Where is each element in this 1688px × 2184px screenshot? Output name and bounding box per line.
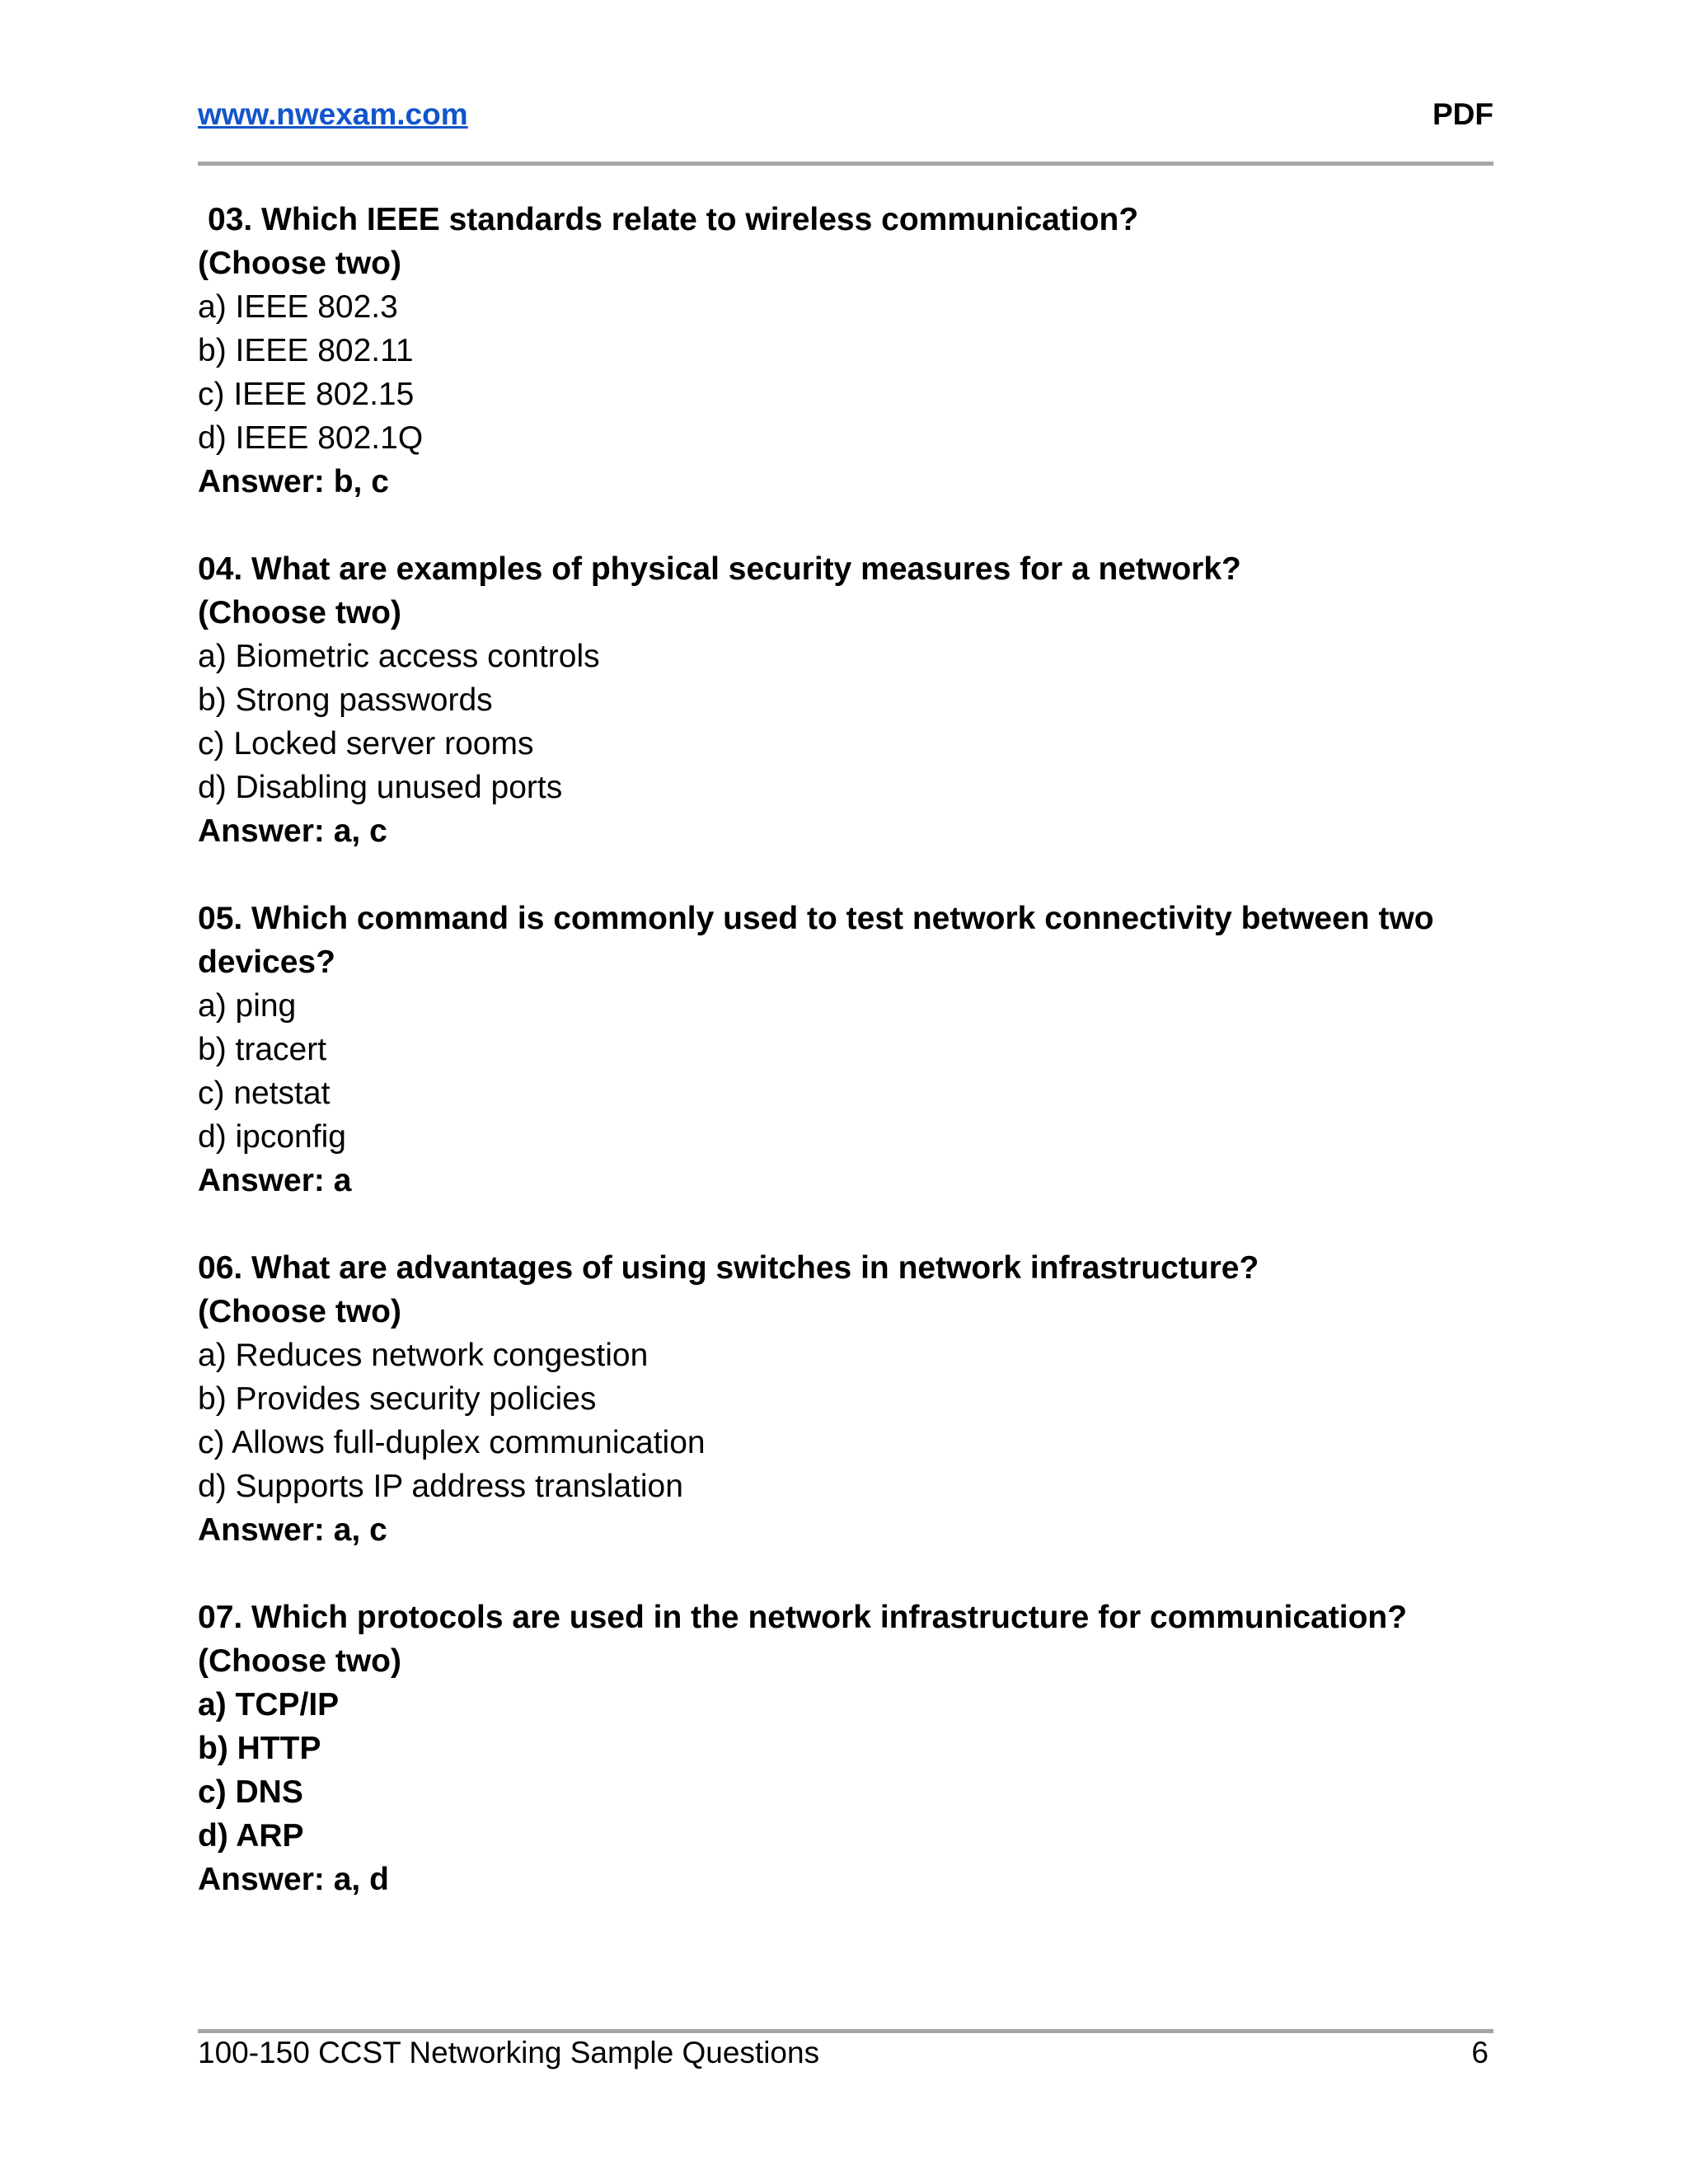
footer-divider (198, 2029, 1493, 2033)
website-link[interactable]: www.nwexam.com (198, 97, 468, 131)
question-title: 04. What are examples of physical security measures for a network? (198, 551, 1241, 587)
page-footer (198, 2036, 1493, 2077)
question-block (198, 897, 1493, 1202)
option-a: a) Biometric access controls (198, 639, 600, 674)
question-block (198, 198, 1493, 504)
option-d: d) Disabling unused ports (198, 770, 563, 805)
option-b: b) HTTP (198, 1731, 321, 1766)
answer-line: Answer: b, c (198, 464, 389, 499)
question-block (198, 1246, 1493, 1552)
question-instruction: (Choose two) (198, 595, 401, 630)
question-title-continued: devices? (198, 944, 335, 980)
option-b: b) tracert (198, 1032, 327, 1067)
option-c: c) Allows full-duplex communication (198, 1425, 706, 1460)
question-instruction: (Choose two) (198, 1643, 401, 1679)
option-a: a) IEEE 802.3 (198, 289, 398, 325)
option-b: b) Strong passwords (198, 682, 493, 718)
option-b: b) IEEE 802.11 (198, 333, 414, 368)
option-a: a) TCP/IP (198, 1687, 340, 1722)
answer-line: Answer: a, c (198, 813, 387, 849)
option-a: a) Reduces network congestion (198, 1338, 649, 1373)
option-c: c) netstat (198, 1076, 331, 1111)
question-block (198, 1596, 1493, 1901)
question-title: 06. What are advantages of using switches in network infrastructure? (198, 1250, 1259, 1286)
option-c: c) IEEE 802.15 (198, 377, 415, 412)
question-title: 07. Which protocols are used in the network infrastructure for communication? (198, 1600, 1408, 1635)
header-divider (198, 162, 1493, 166)
question-title: 03. Which IEEE standards relate to wireless communication? (208, 202, 1139, 237)
page-header (198, 97, 1493, 137)
question-instruction: (Choose two) (198, 1294, 401, 1329)
answer-line: Answer: a, d (198, 1862, 389, 1897)
footer-title: 100-150 CCST Networking Sample Questions (198, 2036, 820, 2069)
option-c: c) Locked server rooms (198, 726, 534, 762)
question-title: 05. Which command is commonly used to test network connectivity between two (198, 901, 1434, 936)
header-pdf-label: PDF (1432, 97, 1493, 131)
option-d: d) ARP (198, 1818, 304, 1854)
option-d: d) Supports IP address translation (198, 1469, 683, 1504)
option-d: d) ipconfig (198, 1119, 346, 1155)
question-block (198, 547, 1493, 853)
answer-line: Answer: a (198, 1163, 352, 1198)
option-b: b) Provides security policies (198, 1381, 597, 1417)
option-c: c) DNS (198, 1774, 303, 1810)
questions-content (198, 198, 1493, 1945)
option-d: d) IEEE 802.1Q (198, 420, 424, 456)
option-a: a) ping (198, 988, 297, 1024)
answer-line: Answer: a, c (198, 1512, 387, 1548)
question-instruction: (Choose two) (198, 246, 401, 281)
page-number: 6 (1471, 2036, 1489, 2069)
